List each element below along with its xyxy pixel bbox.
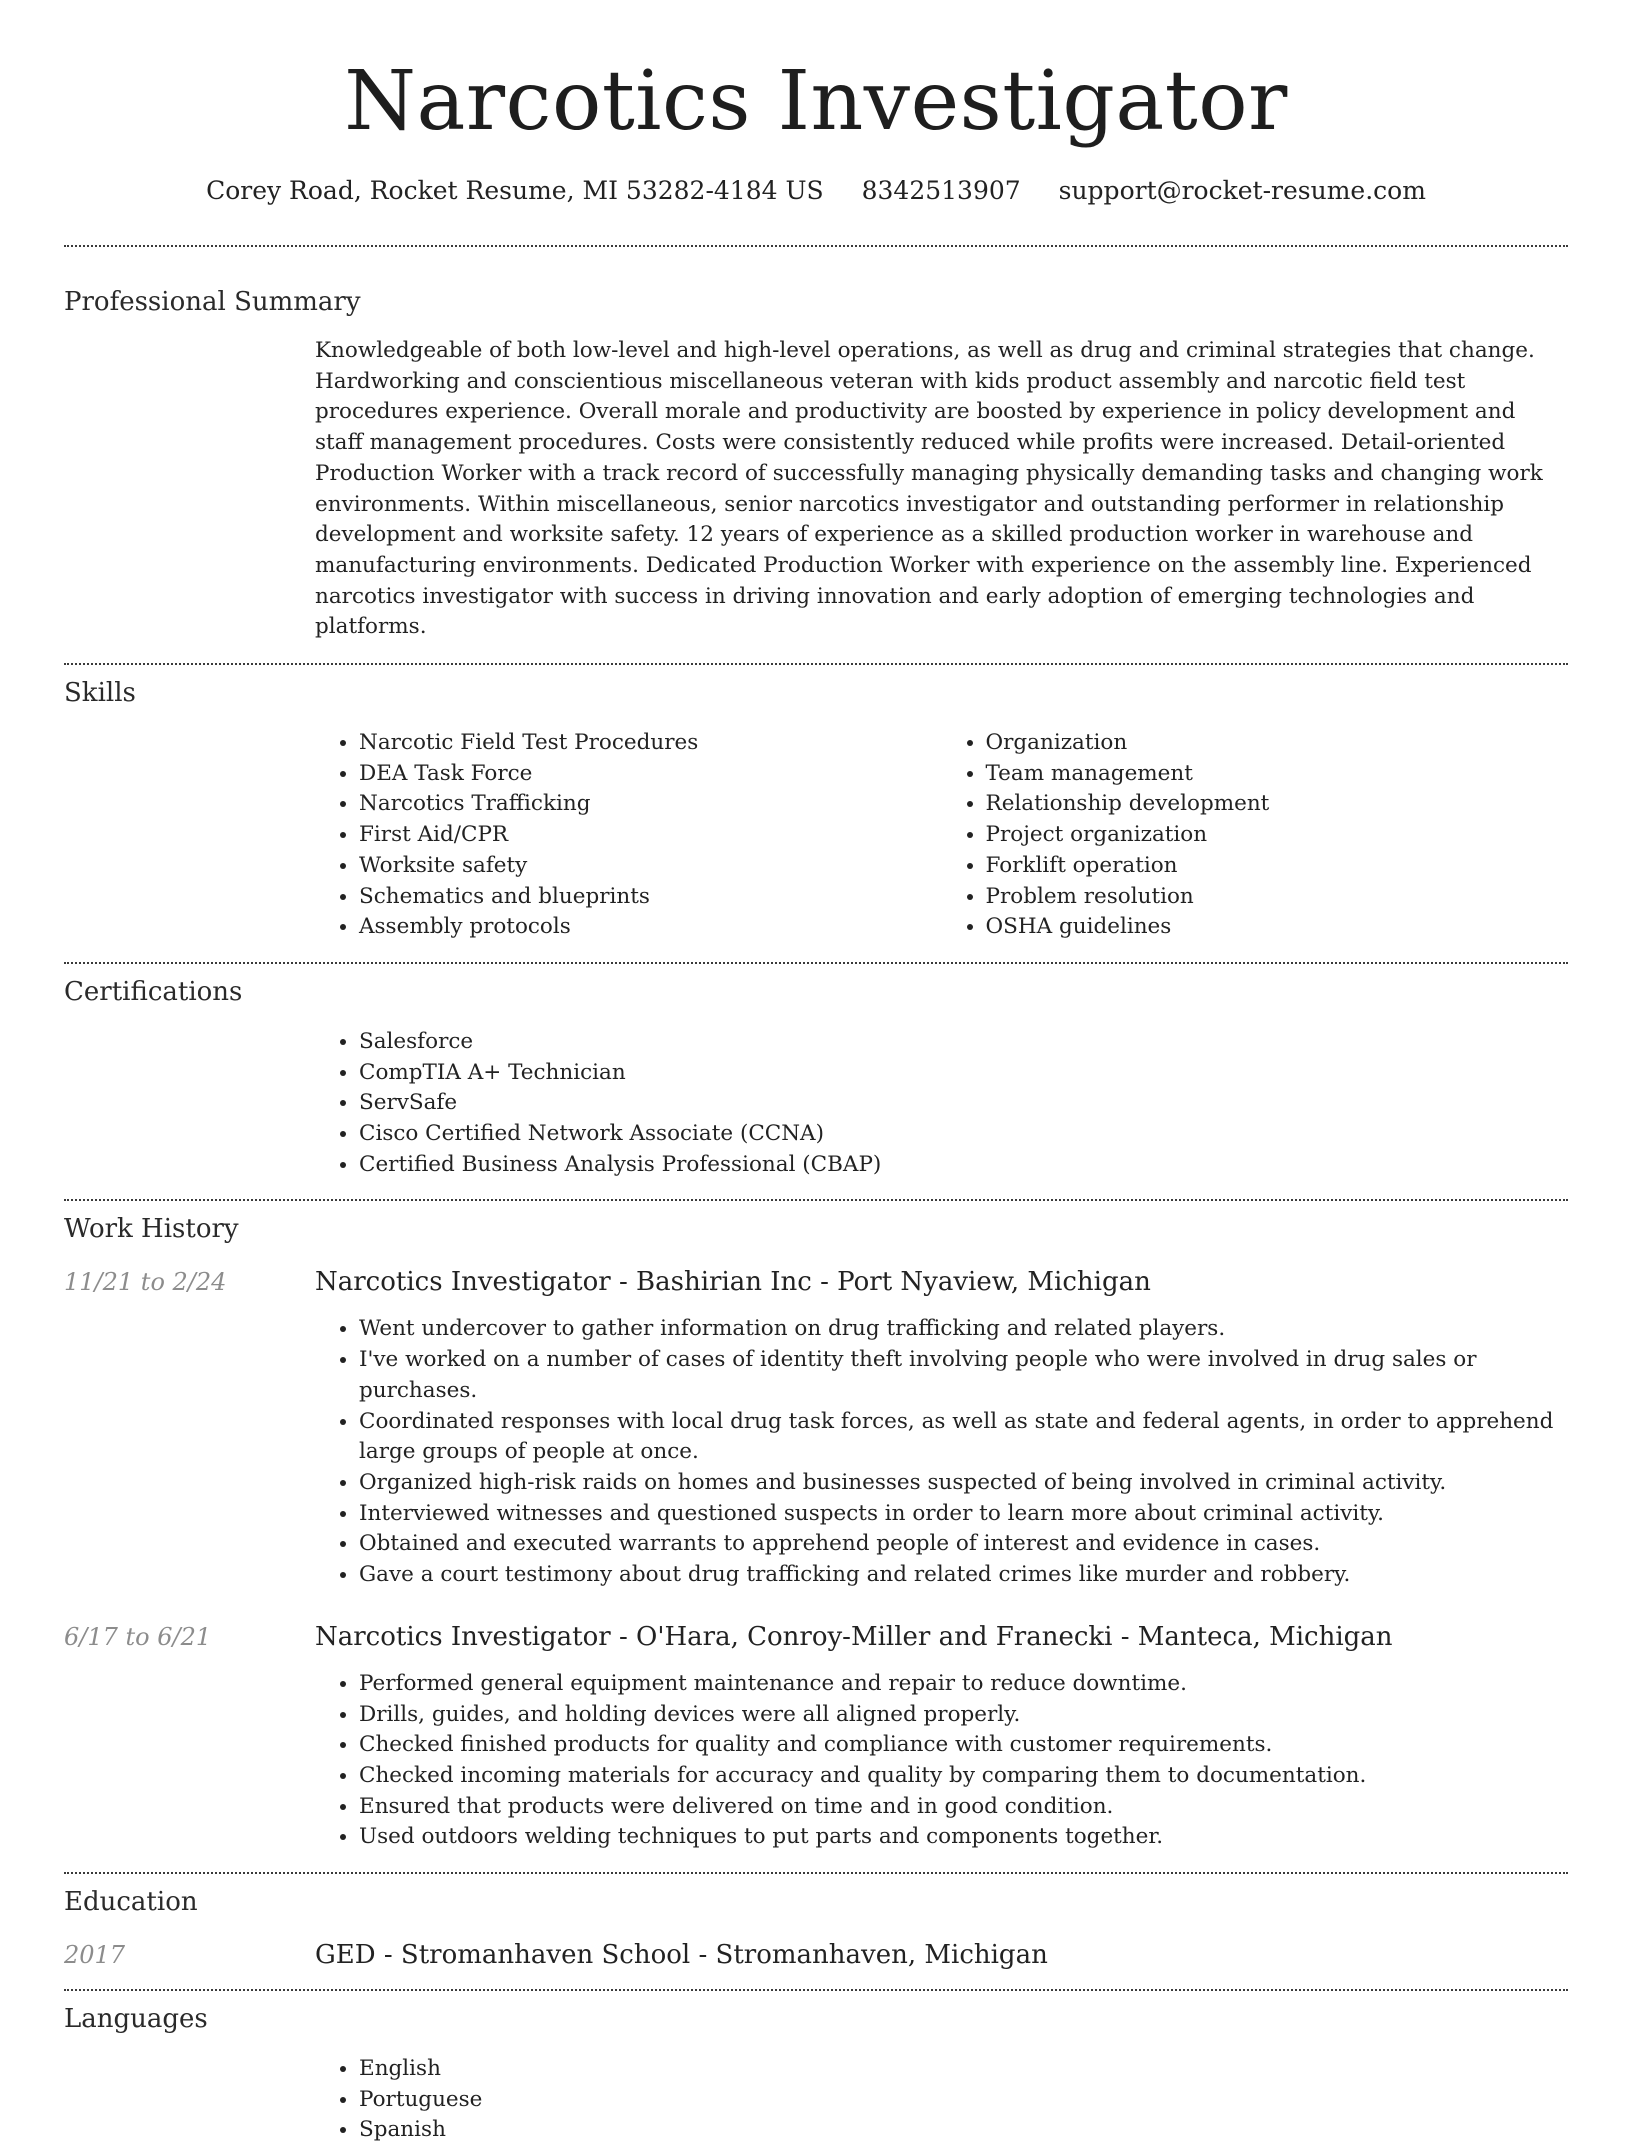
list-item: • Spanish (359, 2115, 1568, 2146)
languages-list (315, 2054, 1568, 2146)
job-header (64, 1621, 1568, 1653)
list-item: • ServSafe (359, 1088, 1568, 1119)
list-item: • Checked finished products for quality and compliance with customer requirements. (359, 1730, 1568, 1761)
list-item: • English (359, 2054, 1568, 2085)
list-item: • Used outdoors welding techniques to put parts and components together. (359, 1822, 1568, 1853)
list-item: • Salesforce (359, 1027, 1568, 1058)
job-bullets (315, 1669, 1568, 1853)
job-bullets (315, 1314, 1568, 1590)
list-item: • Worksite safety (359, 851, 942, 882)
job-title: Narcotics Investigator - O'Hara, Conroy-Miller and Franecki - Manteca, Michigan (315, 1621, 1393, 1652)
contact-phone: 8342513907 (861, 176, 1021, 205)
list-item: • Narcotics Trafficking (359, 789, 942, 820)
list-item: • Certified Business Analysis Professional (CBAP) (359, 1150, 1568, 1181)
list-item: • Problem resolution (986, 882, 1569, 913)
list-item: • Cisco Certified Network Associate (CCNA) (359, 1119, 1568, 1150)
list-item: • Schematics and blueprints (359, 882, 942, 913)
list-item: • Team management (986, 759, 1569, 790)
section-title-skills: Skills (64, 678, 136, 709)
job-entry (64, 1266, 1568, 1590)
skills-column-right (942, 728, 1569, 943)
job-details (315, 1314, 1568, 1590)
list-item: • Coordinated responses with local drug task forces, as well as state and federal agents, in order to apprehend large groups of people at once. (359, 1407, 1568, 1468)
section-title-summary: Professional Summary (64, 287, 361, 317)
list-item: • OSHA guidelines (986, 912, 1569, 943)
list-item: • First Aid/CPR (359, 820, 942, 851)
skills-section (64, 665, 1568, 943)
list-item: • Assembly protocols (359, 912, 942, 943)
list-item: • Interviewed witnesses and questioned suspects in order to learn more about criminal activity. (359, 1499, 1568, 1530)
list-item: • Gave a court testimony about drug trafficking and related crimes like murder and robbery. (359, 1560, 1568, 1591)
languages-content (315, 2054, 1568, 2146)
skills-list (315, 728, 1568, 943)
list-item: • Checked incoming materials for accuracy and quality by comparing them to documentation. (359, 1761, 1568, 1792)
list-item: • Forklift operation (986, 851, 1569, 882)
list-item: • Project organization (986, 820, 1569, 851)
section-title-work-history: Work History (64, 1214, 239, 1245)
list-item: • Drills, guides, and holding devices were all aligned properly. (359, 1700, 1568, 1731)
section-title-certifications: Certifications (64, 976, 243, 1007)
job-details (315, 1669, 1568, 1853)
certifications-section (64, 964, 1568, 1181)
contact-line (64, 174, 1568, 208)
contact-email: support@rocket-resume.com (1058, 176, 1426, 205)
list-item: • Narcotic Field Test Procedures (359, 728, 942, 759)
list-item: • Portuguese (359, 2085, 1568, 2116)
education-entry (64, 1939, 1568, 1971)
job-header (64, 1266, 1568, 1298)
list-item: • Obtained and executed warrants to apprehend people of interest and evidence in cases. (359, 1529, 1568, 1560)
education-section (64, 1874, 1568, 1971)
job-dates: 6/17 to 6/21 (64, 1622, 212, 1651)
resume-name: Narcotics Investigator (344, 54, 1288, 149)
list-item: • CompTIA A+ Technician (359, 1058, 1568, 1089)
education-degree: GED - Stromanhaven School - Stromanhaven, Michigan (315, 1940, 1048, 1971)
list-item: • Relationship development (986, 789, 1569, 820)
certifications-content (315, 1027, 1568, 1181)
list-item: • Ensured that products were delivered on time and in good condition. (359, 1792, 1568, 1823)
summary-content (315, 336, 1568, 643)
section-title-languages: Languages (64, 2004, 208, 2035)
list-item: • Organized high-risk raids on homes and businesses suspected of being involved in criminal activity. (359, 1468, 1568, 1499)
summary-text: Knowledgeable of both low-level and high-level operations, as well as drug and criminal strategies that change. Hardworking and conscientious miscellaneous veteran with kids product assembly and narcotic field test procedures experience. Overall morale and productivity are boosted by experience in policy development and staff management procedures. Costs were consistently reduced while profits were increased. Detail-oriented Production Worker with a track record of successfully managing physically demanding tasks and changing work environments. Within miscellaneous, senior narcotics investigator and outstanding performer in relationship development and worksite safety. 12 years of experience as a skilled production worker in warehouse and manufacturing environments. Dedicated Production Worker with experience on the assembly line. Experienced narcotics investigator with success in driving innovation and early adoption of emerging technologies and platforms. (315, 338, 1543, 640)
job-dates: 11/21 to 2/24 (64, 1268, 227, 1297)
list-item: • Organization (986, 728, 1569, 759)
summary-section (64, 247, 1568, 643)
list-item: • DEA Task Force (359, 759, 942, 790)
skills-column-left (315, 728, 942, 943)
section-title-education: Education (64, 1887, 198, 1918)
work-history-section (64, 1201, 1568, 1853)
certifications-list (315, 1027, 1568, 1181)
list-item: • Performed general equipment maintenance and repair to reduce downtime. (359, 1669, 1568, 1700)
contact-address: Corey Road, Rocket Resume, MI 53282-4184 US (206, 176, 824, 205)
job-entry (64, 1621, 1568, 1853)
education-date: 2017 (64, 1941, 126, 1970)
languages-section (64, 1991, 1568, 2146)
list-item: • Went undercover to gather information on drug trafficking and related players. (359, 1314, 1568, 1345)
job-title: Narcotics Investigator - Bashirian Inc - Port Nyaview, Michigan (315, 1267, 1151, 1298)
list-item: • I've worked on a number of cases of identity theft involving people who were involved in drug sales or purchases. (359, 1345, 1568, 1406)
